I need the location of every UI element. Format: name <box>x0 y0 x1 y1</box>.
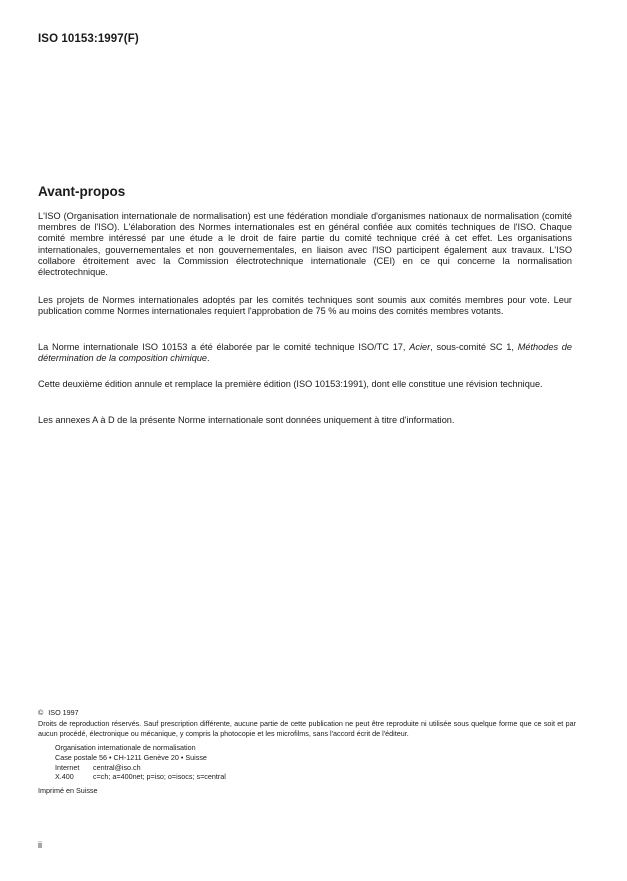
printed-in: Imprimé en Suisse <box>38 786 98 795</box>
p3-text-end: . <box>207 353 210 364</box>
p3-text-start: La Norme internationale ISO 10153 a été élaborée par le comité technique ISO/TC 17, <box>38 342 410 352</box>
internet-label: Internet <box>55 762 80 772</box>
foreword-paragraph-5: Les annexes A à D de la présente Norme internationale sont données uniquement à titre d'information. <box>38 415 455 425</box>
x400-row <box>55 772 226 782</box>
publisher-address-block <box>55 743 226 782</box>
internet-value: central@iso.ch <box>93 762 141 772</box>
foreword-paragraph-4: Cette deuxième édition annule et remplace la première édition (ISO 10153:1991), dont elle constitue une révision technique. <box>38 379 543 389</box>
rights-notice: Droits de reproduction réservés. Sauf prescription différente, aucune partie de cette publication ne peut être reproduite ni utilisée sous quelque forme que ce soit et par aucun procédé, électronique ou mécanique, y compris la photocopie et les microfilms, sans l'accord écrit de l'éditeur. <box>38 719 576 738</box>
page-number: ii <box>38 840 42 850</box>
copyright-symbol: © <box>38 708 44 717</box>
publisher-org: Organisation internationale de normalisation <box>55 743 196 752</box>
copyright-line <box>38 708 79 717</box>
p3-text-middle: , sous-comité SC 1, <box>430 342 518 352</box>
standard-id-header: ISO 10153:1997(F) <box>38 33 139 45</box>
foreword-paragraph-1: L'ISO (Organisation internationale de normalisation) est une fédération mondiale d'organismes nationaux de normalisation (comité membres de l'ISO). L'élaboration des Normes internationales est en général confiée aux comités techniques de l'ISO. Chaque comité membre intéressé par une étude a le droit de faire partie du comité technique créé à cet effet. Les organisations internationales, gouvernementales et non gouvernementales, en liaison avec l'ISO participent également aux travaux. L'ISO collabore étroitement avec la Commission électrotechnique internationale (CEI) en ce qui concerne la normalisation électrotechnique. <box>38 211 572 278</box>
internet-row <box>55 763 226 773</box>
p3-committee-name: Acier <box>409 342 431 352</box>
x400-label: X.400 <box>55 772 74 782</box>
copyright-text: ISO 1997 <box>48 708 79 717</box>
publisher-postal-address: Case postale 56 • CH-1211 Genève 20 • Suisse <box>55 752 207 762</box>
p3-subcommittee-name: Méthodes de détermination de la composition chimique <box>38 342 573 364</box>
x400-value: c=ch; a=400net; p=iso; o=isocs; s=central <box>93 772 226 782</box>
foreword-title: Avant-propos <box>38 184 126 199</box>
foreword-paragraph-2: Les projets de Normes internationales adoptés par les comités techniques sont soumis aux comités membres pour vote. Leur publication comme Normes internationales requiert l'approbation de 75 % au moins des comités membres votants. <box>38 295 572 317</box>
foreword-paragraph-3 <box>38 342 572 364</box>
